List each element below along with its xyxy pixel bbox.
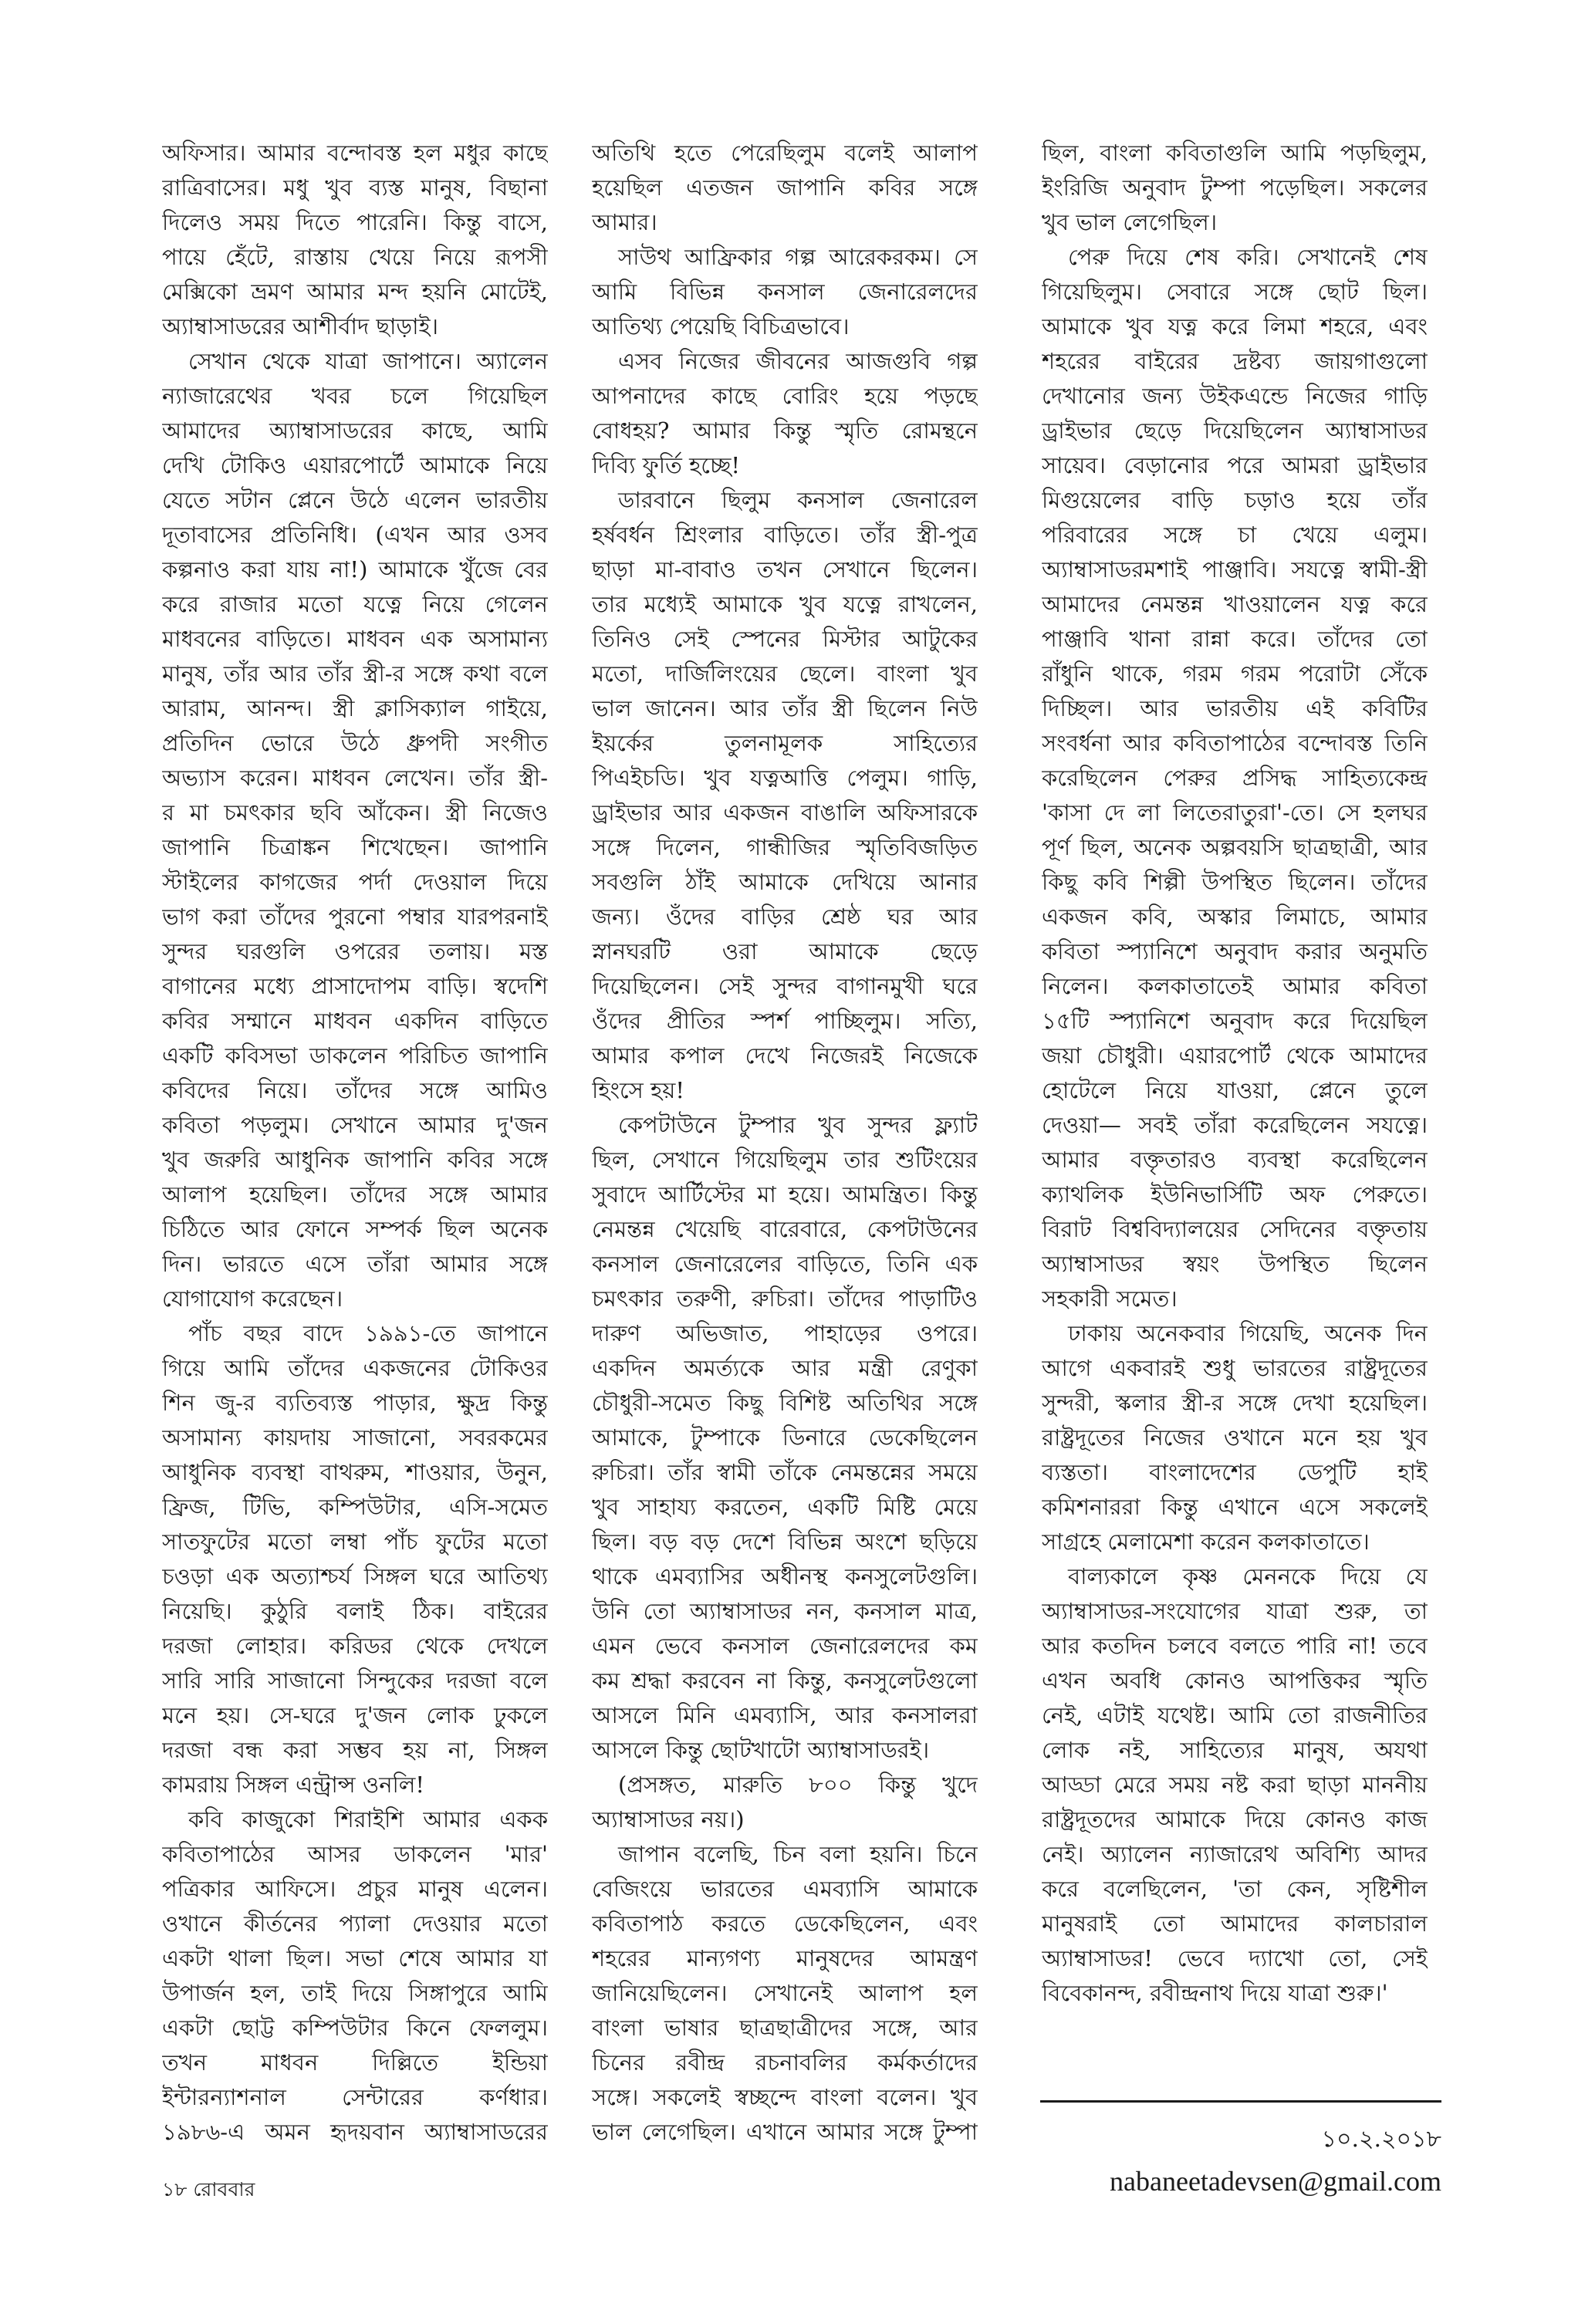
signoff-divider (1040, 2100, 1441, 2103)
text-line: বাগানের মধ্যে প্রাসাদোপম বাড়ি। স্বদেশি (162, 973, 548, 999)
text-line: হোটেলে নিয়ে যাওয়া, প্লেনে তুলে (1042, 1077, 1428, 1103)
text-line: অ্যাম্বাসাডরমশাই পাঞ্জাবি। সযত্নে স্বামী-স্ত্রী (1042, 556, 1428, 583)
article-column-1 (162, 136, 548, 2150)
text-line: শহরের বাইরের দ্রষ্টব্য জায়গাগুলো (1042, 348, 1428, 374)
text-line: জানিয়েছিলেন। সেখানেই আলাপ হল (592, 1980, 978, 2006)
text-line: সেখান থেকে যাত্রা জাপানে। অ্যালেন (188, 348, 548, 374)
text-line: ঢাকায় অনেকবার গিয়েছি, অনেক দিন (1068, 1320, 1428, 1346)
paragraph (592, 483, 978, 1108)
paragraph (592, 136, 978, 240)
text-line: ডারবানে ছিলুম কনসাল জেনারেল (618, 487, 978, 513)
text-line: অ্যাম্বাসাডর নয়।) (592, 1806, 745, 1833)
text-line: চিঠিতে আর ফোনে সম্পর্ক ছিল অনেক (162, 1216, 548, 1242)
text-line: ছিল, বাংলা কবিতাগুলি আমি পড়ছিলুম, (1042, 140, 1428, 166)
text-line: ড্রাইভার ছেড়ে দিয়েছিলেন অ্যাম্বাসাডর (1042, 417, 1428, 444)
text-line: সায়েব। বেড়ানোর পরে আমরা ড্রাইভার (1042, 452, 1428, 478)
text-line: আরাম, আনন্দ। স্ত্রী ক্লাসিক্যাল গাইয়ে, (162, 695, 548, 721)
text-line: আমার। (592, 209, 657, 235)
text-line: এখন অবধি কোনও আপত্তিকর স্মৃতি (1042, 1667, 1428, 1694)
text-line: কেপটাউনে টুম্পার খুব সুন্দর ফ্ল্যাট (618, 1112, 978, 1138)
text-line: বাল্যকালে কৃষ্ণ মেননকে দিয়ে যে (1068, 1563, 1428, 1589)
text-line: চওড়া এক অত্যাশ্চর্য সিঙ্গল ঘরে আতিথ্য (162, 1563, 548, 1589)
text-line: দূতাবাসের প্রতিনিধি। (এখন আর ওসব (162, 522, 548, 548)
text-line: আমাদের নেমন্তন্ন খাওয়ালেন যত্ন করে (1042, 591, 1428, 617)
text-line: কবিতাপাঠের আসর ডাকলেন 'মার' (162, 1841, 548, 1867)
text-line: হিংসে হয়! (592, 1077, 685, 1103)
text-line: হর্ষবর্ধন শ্রিংলার বাড়িতে। তাঁর স্ত্রী-পুত্র (592, 522, 978, 548)
text-line: ভাগ করা তাঁদের পুরনো পম্বার যারপরনাই (162, 904, 548, 930)
text-line: সবগুলি ঠাঁই আমাকে দেখিয়ে আনার (592, 869, 978, 895)
text-line: সহকারী সমেত। (1042, 1285, 1178, 1312)
text-line: একদিন অমর্ত্যকে আর মন্ত্রী রেণুকা (592, 1355, 978, 1381)
text-line: অ্যাম্বাসাডর! ভেবে দ্যাখো তো, সেই (1042, 1945, 1428, 1971)
text-line: সুবাদে আর্টিস্টের মা হয়ে। আমন্ত্রিত। কিন্তু (592, 1181, 978, 1208)
text-line: দিয়েছিলেন। সেই সুন্দর বাগানমুখী ঘরে (592, 973, 978, 999)
text-line: ব্যস্ততা। বাংলাদেশের ডেপুটি হাই (1042, 1459, 1428, 1485)
text-line: এসব নিজের জীবনের আজগুবি গল্প (618, 348, 978, 374)
text-line: পূর্ণ ছিল, অনেক অল্পবয়সি ছাত্রছাত্রী, আর (1042, 834, 1428, 860)
text-line: মনে হয়। সে-ঘরে দু'জন লোক ঢুকলে (162, 1702, 548, 1728)
text-line: দরজা বন্ধ করা সম্ভব হয় না, সিঙ্গল (162, 1737, 548, 1763)
text-line: পাঁচ বছর বাদে ১৯৯১-তে জাপানে (188, 1320, 548, 1346)
text-line: 'কাসা দে লা লিতেরাতুরা'-তে। সে হলঘর (1042, 799, 1428, 826)
text-line: যেতে সটান প্লেনে উঠে এলেন ভারতীয় (162, 487, 548, 513)
text-line: দেওয়া— সবই তাঁরা করেছিলেন সযত্নে। (1042, 1112, 1428, 1138)
text-line: শহরের মান্যগণ্য মানুষদের আমন্ত্রণ (592, 1945, 978, 1971)
text-line: আমি বিভিন্ন কনসাল জেনারেলদের (592, 279, 978, 305)
text-line: অফিসার। আমার বন্দোবস্ত হল মধুর কাছে (162, 140, 548, 166)
text-line: কবিতা স্প্যানিশে অনুবাদ করার অনুমতি (1042, 938, 1428, 964)
page-folio: ১৮ রোববার (162, 2178, 255, 2201)
paragraph (162, 1316, 548, 1802)
text-line: কম শ্রদ্ধা করবেন না কিন্তু, কনসুলেটগুলো (592, 1667, 978, 1694)
text-line: এমন ভেবে কনসাল জেনারেলদের কম (592, 1633, 978, 1659)
text-line: করে বলেছিলেন, 'তা কেন, সৃষ্টিশীল (1042, 1876, 1428, 1902)
text-line: ১৯৮৬-এ অমন হৃদয়বান অ্যাম্বাসাডরের (162, 2119, 548, 2145)
text-line: করেছিলেন পেরুর প্রসিদ্ধ সাহিত্যকেন্দ্র (1042, 765, 1428, 791)
text-line: দেখানোর জন্য উইকএন্ডে নিজের গাড়ি (1042, 383, 1428, 409)
text-line: কবিদের নিয়ে। তাঁদের সঙ্গে আমিও (162, 1077, 548, 1103)
text-line: কল্পনাও করা যায় না!) আমাকে খুঁজে বের (162, 556, 548, 583)
text-line: বোধহয়? আমার কিন্তু স্মৃতি রোমন্থনে (592, 417, 978, 444)
text-line: বাংলা ভাষার ছাত্রছাত্রীদের সঙ্গে, আর (592, 2015, 978, 2041)
text-line: প্রতিদিন ভোরে উঠে ধ্রুপদী সংগীত (162, 730, 548, 756)
text-line: পত্রিকার আফিসে। প্রচুর মানুষ এলেন। (162, 1876, 548, 1902)
text-line: উপার্জন হল, তাই দিয়ে সিঙ্গাপুরে আমি (162, 1980, 548, 2006)
text-line: রাষ্ট্রদূতের নিজের ওখানে মনে হয় খুব (1042, 1424, 1428, 1451)
text-line: পিএইচডি। খুব যত্নআত্তি পেলুম। গাড়ি, (592, 765, 978, 791)
text-line: কামরায় সিঙ্গল এন্ট্রান্স ওনলি! (162, 1772, 425, 1798)
text-line: ভাল জানেন। আর তাঁর স্ত্রী ছিলেন নিউ (592, 695, 978, 721)
text-line: ওখানে কীর্তনের প্যালা দেওয়ার মতো (162, 1910, 548, 1937)
text-line: তার মধ্যেই আমাকে খুব যত্নে রাখলেন, (592, 591, 978, 617)
text-line: র মা চমৎকার ছবি আঁকেন। স্ত্রী নিজেও (162, 799, 548, 826)
text-line: অভ্যাস করেন। মাধবন লেখেন। তাঁর স্ত্রী- (162, 765, 548, 791)
paragraph (592, 344, 978, 483)
text-line: আমার বক্তৃতারও ব্যবস্থা করেছিলেন (1042, 1147, 1428, 1173)
text-line: মতো, দার্জিলিংয়ের ছেলে। বাংলা খুব (592, 660, 978, 687)
text-line: চৌধুরী-সমেত কিছু বিশিষ্ট অতিথির সঙ্গে (592, 1390, 978, 1416)
text-line: জাপানি চিত্রাঙ্কন শিখেছেন। জাপানি (162, 834, 548, 860)
text-line: কমিশনাররা কিন্তু এখানে এসে সকলেই (1042, 1494, 1428, 1520)
paragraph (162, 344, 548, 1316)
paragraph (1042, 1559, 1428, 2011)
text-line: কবি কাজুকো শিরাইশি আমার একক (188, 1806, 548, 1833)
text-line: ড্রাইভার আর একজন বাঙালি অফিসারকে (592, 799, 978, 826)
text-line: সংবর্ধনা আর কবিতাপাঠের বন্দোবস্ত তিনি (1042, 730, 1428, 756)
text-line: দারুণ অভিজাত, পাহাড়ের ওপরে। (592, 1320, 978, 1346)
text-line: ইয়র্কের তুলনামূলক সাহিত্যের (592, 730, 978, 756)
text-line: বেজিংয়ে ভারতের এমব্যাসি আমাকে (592, 1876, 978, 1902)
paragraph (592, 1108, 978, 1768)
text-line: আগে একবারই শুধু ভারতের রাষ্ট্রদূতের (1042, 1355, 1428, 1381)
text-line: ভাল লেগেছিল। এখানে আমার সঙ্গে টুম্পা (592, 2119, 978, 2145)
article-column-2 (592, 136, 978, 2150)
text-line: সুন্দর ঘরগুলি ওপরের তলায়। মস্ত (162, 938, 548, 964)
text-line: করে রাজার মতো যত্নে নিয়ে গেলেন (162, 591, 548, 617)
text-line: বিবেকানন্দ, রবীন্দ্রনাথ দিয়ে যাত্রা শুরু।' (1042, 1980, 1388, 2006)
text-line: আলাপ হয়েছিল। তাঁদের সঙ্গে আমার (162, 1181, 548, 1208)
text-line: গিয়েছিলুম। সেবারে সঙ্গে ছোট ছিল। (1042, 279, 1428, 305)
text-line: অ্যাম্বাসাডরের আশীর্বাদ ছাড়াই। (162, 313, 438, 339)
text-line: আপনাদের কাছে বোরিং হয়ে পড়ছে (592, 383, 978, 409)
text-line: কবিতা পড়লুম। সেখানে আমার দু'জন (162, 1112, 548, 1138)
text-line: আমার কপাল দেখে নিজেরই নিজেকে (592, 1042, 978, 1069)
paragraph (1042, 240, 1428, 1316)
text-line: আমাদের অ্যাম্বাসাডরের কাছে, আমি (162, 417, 548, 444)
text-line: রাত্রিবাসের। মধু খুব ব্যস্ত মানুষ, বিছানা (162, 174, 548, 201)
paragraph (1042, 1316, 1428, 1559)
paragraph (1042, 136, 1428, 240)
paragraph (592, 1768, 978, 1837)
text-line: মেক্সিকো ভ্রমণ আমার মন্দ হয়নি মোটেই, (162, 279, 548, 305)
text-line: দিব্যি ফুর্তি হচ্ছে! (592, 452, 741, 478)
paragraph (162, 1802, 548, 2150)
text-line: ছাড়া মা-বাবাও তখন সেখানে ছিলেন। (592, 556, 978, 583)
text-line: আড্ডা মেরে সময় নষ্ট করা ছাড়া মাননীয় (1042, 1772, 1428, 1798)
text-line: নেই, এটাই যথেষ্ট। আমি তো রাজনীতির (1042, 1702, 1428, 1728)
text-line: দিলেও সময় দিতে পারেনি। কিন্তু বাসে, (162, 209, 548, 235)
paragraph (592, 240, 978, 344)
text-line: নেই। অ্যালেন ন্যাজারেথ অবিশ্যি আদর (1042, 1841, 1428, 1867)
text-line: দরজা লোহার। করিডর থেকে দেখলে (162, 1633, 548, 1659)
text-line: চমৎকার তরুণী, রুচিরা। তাঁদের পাড়াটিও (592, 1285, 978, 1312)
text-line: গিয়ে আমি তাঁদের একজনের টোকিওর (162, 1355, 548, 1381)
text-line: অ্যাম্বাসাডর-সংযোগের যাত্রা শুরু, তা (1042, 1598, 1428, 1624)
text-line: সুন্দরী, স্কলার স্ত্রী-র সঙ্গে দেখা হয়েছিল। (1042, 1390, 1428, 1416)
text-line: বিরাট বিশ্ববিদ্যালয়ের সেদিনের বক্তৃতায় (1042, 1216, 1428, 1242)
author-email[interactable]: nabaneetadevsen@gmail.com (1110, 2166, 1441, 2197)
text-line: ন্যাজারেথের খবর চলে গিয়েছিল (162, 383, 548, 409)
text-line: সঙ্গে। সকলেই স্বচ্ছন্দে বাংলা বলেন। খুব (592, 2084, 978, 2110)
text-line: জয়া চৌধুরী। এয়ারপোর্ট থেকে আমাদের (1042, 1042, 1428, 1069)
text-line: ফ্রিজ, টিভি, কম্পিউটার, এসি-সমেত (162, 1494, 548, 1520)
text-line: মানুষরাই তো আমাদের কালচারাল (1042, 1910, 1428, 1937)
text-line: কবির সম্মানে মাধবন একদিন বাড়িতে (162, 1008, 548, 1034)
text-line: অ্যাম্বাসাডর স্বয়ং উপস্থিত ছিলেন (1042, 1251, 1428, 1277)
text-line: আসলে কিন্তু ছোটখাটো অ্যাম্বাসাডরই। (592, 1737, 930, 1763)
text-line: তিনিও সেই স্পেনের মিস্টার আটুকের (592, 626, 978, 652)
text-line: দিচ্ছিল। আর ভারতীয় এই কবিটির (1042, 695, 1428, 721)
article-date: ১০.২.২০১৮ (1321, 2126, 1441, 2153)
text-line: মাধবনের বাড়িতে। মাধবন এক অসামান্য (162, 626, 548, 652)
article-column-3 (1042, 136, 1428, 2011)
text-line: আধুনিক ব্যবস্থা বাথরুম, শাওয়ার, উনুন, (162, 1459, 548, 1485)
text-line: উনি তো অ্যাম্বাসাডর নন, কনসাল মাত্র, (592, 1598, 978, 1624)
text-line: সাতফুটের মতো লম্বা পাঁচ ফুটের মতো (162, 1529, 548, 1555)
text-line: মিগুয়েলের বাড়ি চড়াও হয়ে তাঁর (1042, 487, 1428, 513)
text-line: সাগ্রহে মেলামেশা করেন কলকাতাতে। (1042, 1529, 1370, 1555)
text-line: ছিল, সেখানে গিয়েছিলুম তার শুটিংয়ের (592, 1147, 978, 1173)
text-line: রাঁধুনি থাকে, গরম গরম পরোটা সেঁকে (1042, 660, 1428, 687)
text-line: মানুষ, তাঁর আর তাঁর স্ত্রী-র সঙ্গে কথা বলে (162, 660, 548, 687)
text-line: খুব ভাল লেগেছিল। (1042, 209, 1218, 235)
text-line: খুব জরুরি আধুনিক জাপানি কবির সঙ্গে (162, 1147, 548, 1173)
text-line: সারি সারি সাজানো সিন্দুকের দরজা বলে (162, 1667, 548, 1694)
text-line: ইংরিজি অনুবাদ টুম্পা পড়েছিল। সকলের (1042, 174, 1428, 201)
text-line: যোগাযোগ করেছেন। (162, 1285, 343, 1312)
text-line: ছিল। বড় বড় দেশে বিভিন্ন অংশে ছড়িয়ে (592, 1529, 978, 1555)
text-line: হয়েছিল এতজন জাপানি কবির সঙ্গে (592, 174, 978, 201)
text-line: ইন্টারন্যাশনাল সেন্টারের কর্ণধার। (162, 2084, 548, 2110)
text-line: জাপান বলেছি, চিন বলা হয়নি। চিনে (618, 1841, 978, 1867)
text-line: নিলেন। কলকাতাতেই আমার কবিতা (1042, 973, 1428, 999)
text-line: সঙ্গে দিলেন, গান্ধীজির স্মৃতিবিজড়িত (592, 834, 978, 860)
text-line: পরিবারের সঙ্গে চা খেয়ে এলুম। (1042, 522, 1428, 548)
text-line: সাউথ আফ্রিকার গল্প আরেকরকম। সে (618, 244, 978, 270)
text-line: ১৫টি স্প্যানিশে অনুবাদ করে দিয়েছিল (1042, 1008, 1428, 1034)
text-line: লোক নই, সাহিত্যের মানুষ, অযথা (1042, 1737, 1428, 1763)
text-line: রাষ্ট্রদূতদের আমাকে দিয়ে কোনও কাজ (1042, 1806, 1428, 1833)
text-line: পাঞ্জাবি খানা রান্না করে। তাঁদের তো (1042, 626, 1428, 652)
text-line: অসামান্য কায়দায় সাজানো, সবরকমের (162, 1424, 548, 1451)
text-line: খুব সাহায্য করতেন, একটি মিষ্টি মেয়ে (592, 1494, 978, 1520)
text-line: দেখি টোকিও এয়ারপোর্টে আমাকে নিয়ে (162, 452, 548, 478)
text-line: নিয়েছি। কুঠুরি বলাই ঠিক। বাইরের (162, 1598, 548, 1624)
text-line: জন্য। ওঁদের বাড়ির শ্রেষ্ঠ ঘর আর (592, 904, 978, 930)
text-line: কিছু কবি শিল্পী উপস্থিত ছিলেন। তাঁদের (1042, 869, 1428, 895)
text-line: অতিথি হতে পেরেছিলুম বলেই আলাপ (592, 140, 978, 166)
text-line: কবিতাপাঠ করতে ডেকেছিলেন, এবং (592, 1910, 978, 1937)
text-line: থাকে এমব্যাসির অধীনস্থ কনসুলেটগুলি। (592, 1563, 978, 1589)
text-line: স্টাইলের কাগজের পর্দা দেওয়াল দিয়ে (162, 869, 548, 895)
text-line: দিন। ভারতে এসে তাঁরা আমার সঙ্গে (162, 1251, 548, 1277)
text-line: চিনের রবীন্দ্র রচনাবলির কর্মকর্তাদের (592, 2049, 978, 2076)
paragraph (162, 136, 548, 344)
text-line: আমাকে, টুম্পাকে ডিনারে ডেকেছিলেন (592, 1424, 978, 1451)
text-line: কনসাল জেনারেলের বাড়িতে, তিনি এক (592, 1251, 978, 1277)
text-line: আতিথ্য পেয়েছি বিচিত্রভাবে। (592, 313, 850, 339)
text-line: নেমন্তন্ন খেয়েছি বারেবারে, কেপটাউনের (592, 1216, 978, 1242)
text-line: একটা থালা ছিল। সভা শেষে আমার যা (162, 1945, 548, 1971)
text-line: (প্রসঙ্গত, মারুতি ৮০০ কিন্তু খুদে (618, 1772, 978, 1798)
text-line: তখন মাধবন দিল্লিতে ইন্ডিয়া (162, 2049, 548, 2076)
text-line: ক্যাথলিক ইউনিভার্সিটি অফ পেরুতে। (1042, 1181, 1428, 1208)
text-line: পায়ে হেঁটে, রাস্তায় খেয়ে নিয়ে রূপসী (162, 244, 548, 270)
text-line: আমাকে খুব যত্ন করে লিমা শহরে, এবং (1042, 313, 1428, 339)
text-line: ওঁদের প্রীতির স্পর্শ পাচ্ছিলুম। সত্যি, (592, 1008, 978, 1034)
text-line: আসলে মিনি এমব্যাসি, আর কনসালরা (592, 1702, 978, 1728)
paragraph (592, 1837, 978, 2150)
text-line: পেরু দিয়ে শেষ করি। সেখানেই শেষ (1068, 244, 1428, 270)
text-line: রুচিরা। তাঁর স্বামী তাঁকে নেমন্তন্নের সময়ে (592, 1459, 978, 1485)
text-line: একটা ছোট্ট কম্পিউটার কিনে ফেললুম। (162, 2015, 548, 2041)
text-line: শিন জু-র ব্যতিব্যস্ত পাড়ার, ক্ষুদ্র কিন্তু (162, 1390, 548, 1416)
text-line: স্নানঘরটি ওরা আমাকে ছেড়ে (592, 938, 978, 964)
text-line: একজন কবি, অস্কার লিমাচে, আমার (1042, 904, 1428, 930)
text-line: আর কতদিন চলবে বলতে পারি না! তবে (1042, 1633, 1428, 1659)
text-line: একটি কবিসভা ডাকলেন পরিচিত জাপানি (162, 1042, 548, 1069)
